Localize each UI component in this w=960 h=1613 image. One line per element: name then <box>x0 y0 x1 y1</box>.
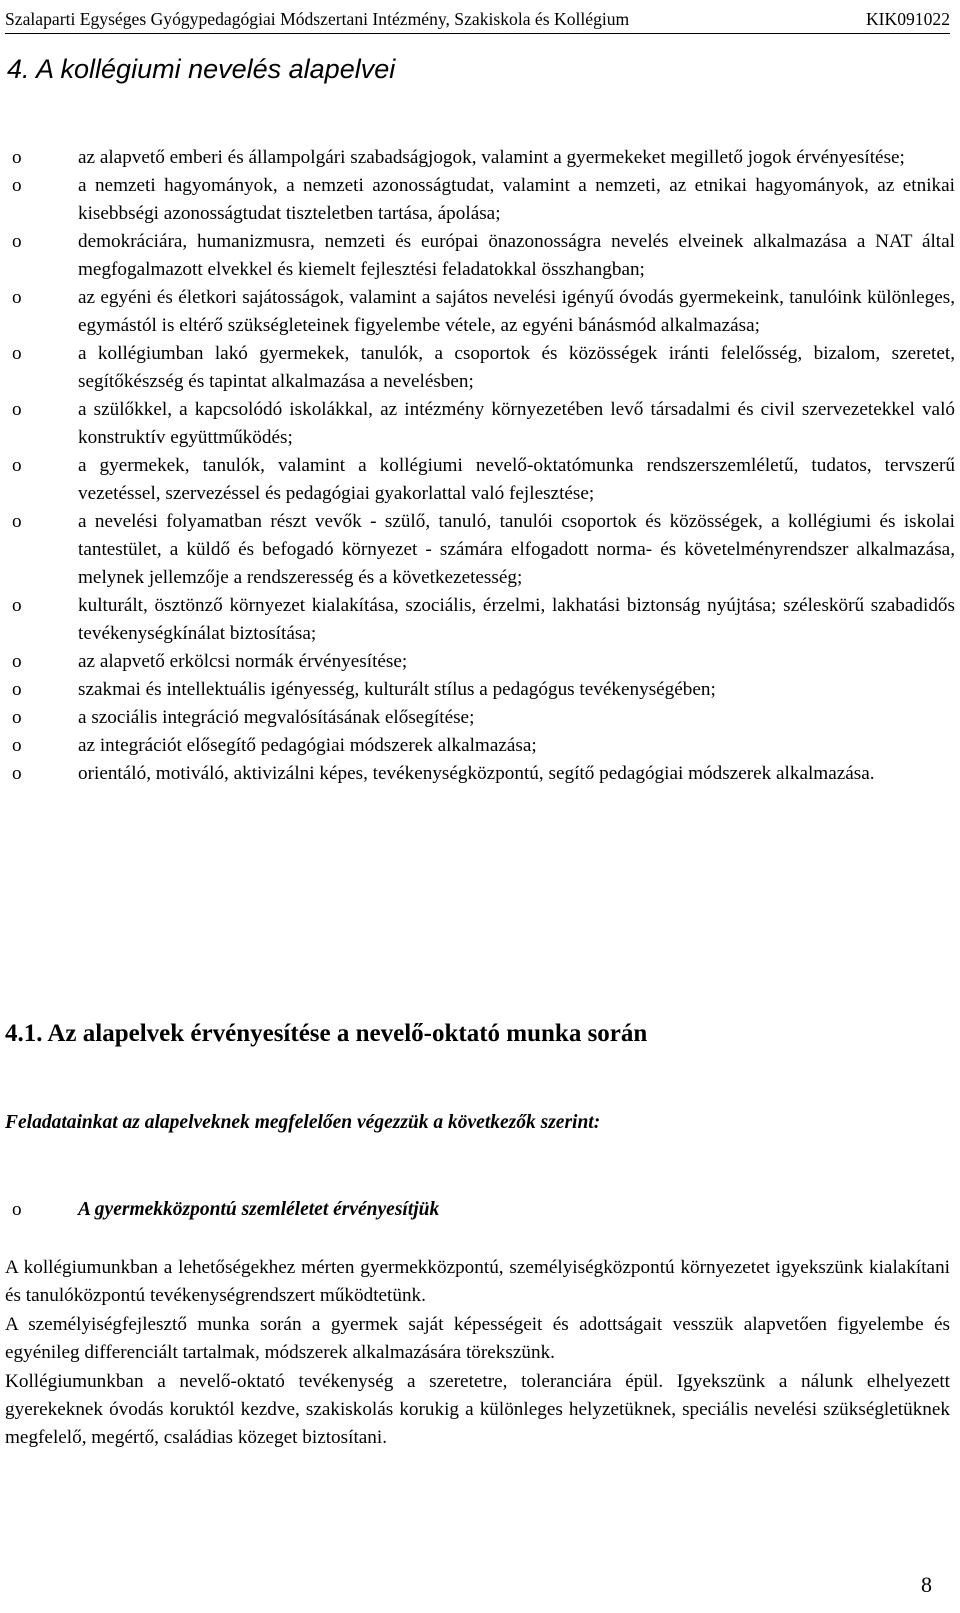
list-item-text: szakmai és intellektuális igényesség, kulturált stílus a pedagógus tevékenységében; <box>78 679 716 700</box>
highlighted-item-text: A gyermekközpontú szemléletet érvényesítjük <box>78 1199 440 1220</box>
list-item <box>5 452 955 508</box>
list-item-text: orientáló, motiváló, aktivizálni képes, tevékenységközpontú, segítő pedagógiai módszerek alkalmazása. <box>78 763 875 784</box>
list-item <box>5 648 955 676</box>
list-item <box>5 284 955 340</box>
list-item-text: az integrációt elősegítő pedagógiai módszerek alkalmazása; <box>78 735 537 756</box>
bullet-marker: o <box>12 511 22 532</box>
bullet-marker: o <box>12 175 22 196</box>
list-item <box>5 732 955 760</box>
list-item-text: a kollégiumban lakó gyermekek, tanulók, a csoportok és közösségek iránti felelősség, bizalom, szeretet, segítőkészség és tapintat alkalmazása a nevelésben; <box>78 343 955 392</box>
paragraph: Kollégiumunkban a nevelő-oktató tevékenység a szeretetre, toleranciára épül. Igyekszünk a nálunk elhelyezett gyerekeknek óvodás koruktól kezdve, szakiskolás korukig a különleges helyzetüknek, speciális nevelési szükségletüknek megfelelő, megértő, családias közeget biztosítani. <box>5 1370 950 1449</box>
list-item <box>5 228 955 284</box>
list-item-text: a szociális integráció megvalósításának elősegítése; <box>78 707 475 728</box>
bullet-marker: o <box>12 595 22 616</box>
list-item-text: a szülőkkel, a kapcsolódó iskolákkal, az intézmény környezetében levő társadalmi és civil szervezetekkel való konstruktív együttműködés; <box>78 399 955 448</box>
list-item-text: az alapvető emberi és állampolgári szabadságjogok, valamint a gyermekeket megillető jogok érvényesítése; <box>78 147 905 168</box>
bullet-marker: o <box>12 287 22 308</box>
list-item-text: az egyéni és életkori sajátosságok, valamint a sajátos nevelési igényű óvodás gyermekeink, tanulóink különleges, egymástól is eltérő szükségleteinek figyelembe vétele, az egyéni bánásmód alkalmazása; <box>78 287 955 336</box>
bullet-marker: o <box>12 735 22 756</box>
bullet-marker: o <box>12 1199 22 1220</box>
principles-list <box>5 144 955 788</box>
list-item <box>5 508 955 592</box>
list-item-text: demokráciára, humanizmusra, nemzeti és európai önazonosságra nevelés elveinek alkalmazása a NAT által megfogalmazott elvekkel és kiemelt fejlesztési feladatokkal összhangban; <box>78 231 955 280</box>
bullet-marker: o <box>12 231 22 252</box>
page-number: 8 <box>921 1572 932 1597</box>
list-item <box>5 592 955 648</box>
bullet-marker: o <box>12 763 22 784</box>
list-item-text: a nevelési folyamatban részt vevők - szülő, tanuló, tanulói csoportok és közösségek, a kollégiumi és iskolai tantestület, a küldő és befogadó környezet - számára elfogadott norma- és követelményrendszer alkalmazása, melynek jellemzője a rendszeresség és a következetesség; <box>78 511 955 588</box>
header-code: KIK091022 <box>865 9 950 29</box>
section-title: 4.1. Az alapelvek érvényesítése a nevelő-oktató munka során <box>5 1020 648 1047</box>
list-item <box>5 396 955 452</box>
paragraph: A kollégiumunkban a lehetőségekhez mérten gyermekközpontú, személyiségközpontú környezetet igyekszünk kialakítani és tanulóközpontú tevékenységrendszert működtetünk. <box>5 1257 950 1307</box>
list-item <box>5 340 955 396</box>
chapter-title: 4. A kollégiumi nevelés alapelvei <box>7 54 396 84</box>
list-item <box>5 676 955 704</box>
bullet-marker: o <box>12 651 22 672</box>
bullet-marker: o <box>12 343 22 364</box>
list-item-text: az alapvető erkölcsi normák érvényesítése; <box>78 651 408 672</box>
body-text <box>5 1254 950 1453</box>
bullet-marker: o <box>12 679 22 700</box>
paragraph: A személyiségfejlesztő munka során a gyermek saját képességeit és adottságait vesszük alapvetően figyelembe és egyénileg differenciált tartalmak, módszerek alkalmazására törekszünk. <box>5 1313 950 1364</box>
list-item <box>5 172 955 228</box>
list-item <box>5 144 955 172</box>
page-header <box>5 2 950 34</box>
bullet-marker: o <box>12 147 22 168</box>
list-item-text: a nemzeti hagyományok, a nemzeti azonosságtudat, valamint a nemzeti, az etnikai hagyományok, az etnikai kisebbségi azonosságtudat tiszteletben tartása, ápolása; <box>78 175 955 224</box>
list-item <box>5 760 955 788</box>
bullet-marker: o <box>12 707 22 728</box>
bullet-marker: o <box>12 399 22 420</box>
list-item-text: a gyermekek, tanulók, valamint a kollégiumi nevelő-oktatómunka rendszerszemléletű, tudatos, tervszerű vezetéssel, szervezéssel és pedagógiai gyakorlattal való fejlesztése; <box>78 455 955 504</box>
list-item-text: kulturált, ösztönző környezet kialakítása, szociális, érzelmi, lakhatási biztonság nyújtása; széleskörű szabadidős tevékenységkínálat biztosítása; <box>78 595 955 644</box>
header-institution: Szalaparti Egységes Gyógypedagógiai Módszertani Intézmény, Szakiskola és Kollégium <box>5 9 630 29</box>
bullet-marker: o <box>12 455 22 476</box>
section-subtitle: Feladatainkat az alapelveknek megfelelően végezzük a következők szerint: <box>5 1112 601 1133</box>
list-item <box>5 704 955 732</box>
